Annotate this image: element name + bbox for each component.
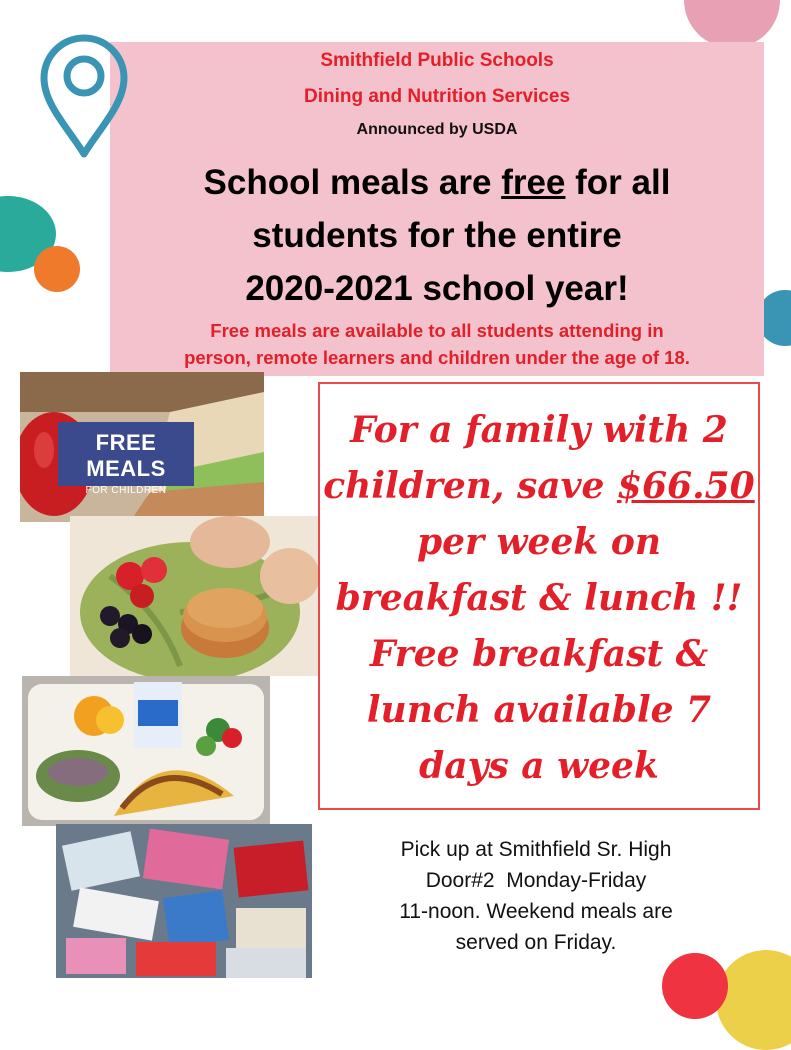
pickup-info: Pick up at Smithfield Sr. High Door#2 Monday-Friday 11-noon. Weekend meals are served on Friday. — [399, 838, 673, 954]
savings-amount: $66.50 — [616, 465, 755, 507]
photo-lunch-tray — [22, 676, 270, 826]
decorative-circle-orange — [34, 246, 80, 292]
decorative-circle-red — [662, 953, 728, 1019]
headline: School meals are free for all students for the entire 2020-2021 school year! — [203, 163, 671, 308]
school-district-name: Smithfield Public Schools — [320, 50, 554, 71]
photo-breakfast-plate — [70, 516, 320, 676]
photo-packaged-meals — [56, 824, 312, 978]
photo-apple-sandwich — [20, 372, 264, 522]
department-name: Dining and Nutrition Services — [303, 86, 571, 107]
announced-by: Announced by USDA — [356, 121, 518, 138]
savings-message: For a family with 2 children, save $66.50 per week on breakfast & lunch !! Free breakfast & lunch available 7 days a week — [323, 409, 755, 787]
decorative-circle-yellow — [716, 950, 791, 1050]
free-meals-label: FREE MEALS FOR CHILDREN — [58, 422, 194, 486]
eligibility-note: Free meals are available to all students attending in person, remote learners and children under the age of 18. — [184, 320, 690, 368]
decorative-circle-pink — [684, 0, 780, 48]
headline-free: free — [501, 163, 566, 202]
